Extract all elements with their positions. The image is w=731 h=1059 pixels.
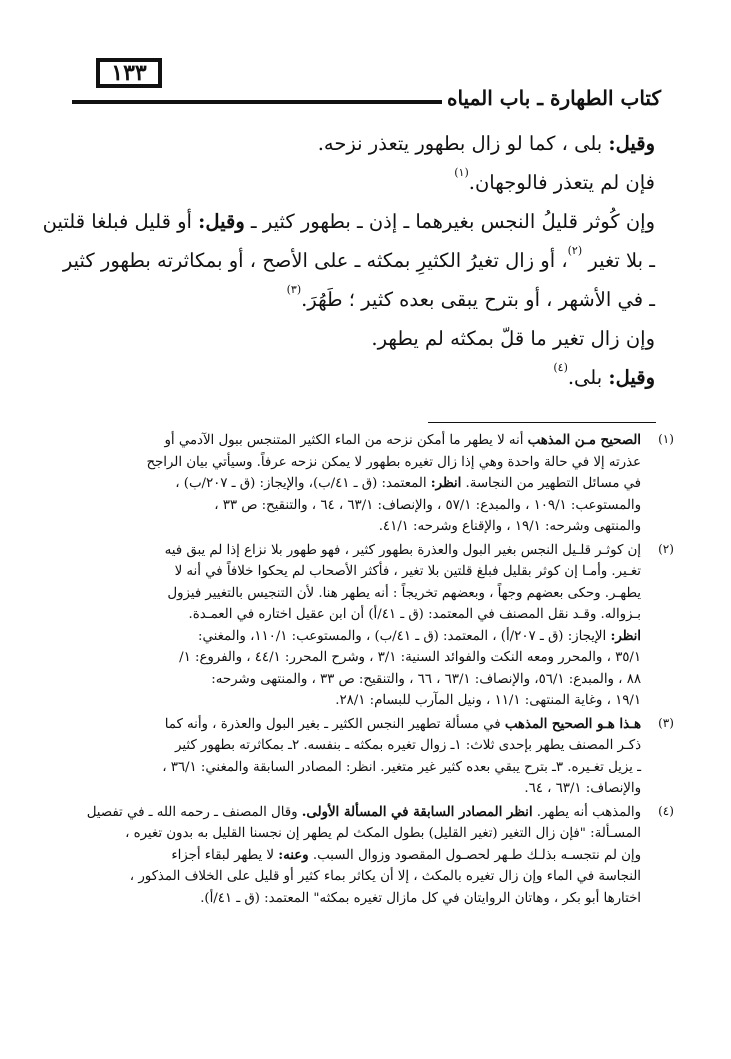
footnote-line [49, 540, 641, 562]
footnote-number: (٢) [658, 541, 674, 556]
footnote-line [49, 647, 641, 669]
body-text: ، أو زال تغيرُ الكثيرِ بمكثه ـ على الأصح ، أو بمكاثرته بطهور كثير [62, 249, 568, 272]
body-line-3 [42, 202, 655, 241]
footnote-text: النجاسة في الماء وإن زال تغيره بالمكث ، إلا أن يكاثر بماء كثير أو قليل على الخلاف المذكور ، [129, 869, 641, 884]
footnote-4 [49, 802, 681, 910]
footnote-text: يطهـر. وحكى بعضهم وجهاً ، وبعضهم تخريجاً : أنه يطهر هنا. لأن التنجيس بالتغيير فيزول [167, 585, 641, 601]
footnote-text: لا يطهر لبقاء أجزاء [171, 847, 279, 863]
footnote-text: ٨٨ ، والمبدع: ٥٦/١، والإنصاف: ٦٣/١ ، ٦٦ ، والتنقيح: ص ٣٣ ، والمنتهى وشرحه: [211, 671, 641, 687]
footnote-line [49, 604, 641, 626]
footnote-text: والإنصاف: ٦٣/١ ، ٦٤. [524, 781, 641, 796]
label-qeel: وقيل: [198, 210, 245, 233]
footnote-bold: انظر: [610, 628, 641, 644]
footnote-text: تغـير. وأمـا إن كوثر بقليل فبلغ قلتين بلا تغير ، فأكثر الأصحاب لم يحكوا خلافاً في أنه لا [174, 564, 641, 579]
footnote-line [49, 888, 641, 910]
footnote-2 [49, 540, 681, 712]
body-line-2 [71, 163, 655, 202]
footnote-text: ٣٥/١ ، والمحرر ومعه النكت والفوائد السنية: ٣/١ ، وشرح المحرر: ٤٤/١ ، والفروع: ١/ [179, 650, 641, 665]
label-qeel: وقيل: [608, 132, 655, 155]
running-title: كتاب الطهارة ـ باب المياه [446, 86, 661, 110]
footnote-text: المسـألة: "فإن زال التغير (تغير القليل) بطول المكث لم يطهر إن نجسنا القليل به بدون تغيره ، [125, 826, 641, 841]
footnote-number: (٤) [658, 803, 674, 818]
footnote-text: اختارها أبو بكر ، وهاتان الروايتان في كل مازال تغيره بمكثه" المعتمد: (ق ـ ٤١/أ). [200, 890, 641, 906]
footnote-ref[interactable]: (٣) [286, 283, 302, 296]
footnote-text: عذرته إلا في حالة واحدة وهي إذا زال تغيره بطهور لا يمكن نزحه عرفاً. وسيأتي بيان الراجح [146, 454, 641, 470]
body-text: بلى ، كما لو زال بطهور يتعذر نزحه. [317, 132, 609, 155]
footnote-line [49, 690, 641, 712]
footnote-line [49, 823, 641, 845]
body-text: فإن لم يتعذر فالوجهان. [468, 171, 655, 194]
footnote-line [49, 452, 641, 474]
footnote-line [49, 473, 641, 495]
footnote-text: في مسألة تطهير النجس الكثير ـ بغير البول والعذرة ، وأنه كما [164, 716, 505, 732]
body-line-1 [71, 124, 655, 163]
body-text: وإن كُوثر قليلُ النجس بغيرهما ـ إذن ـ بطهور كثير ـ [244, 210, 655, 233]
footnote-1 [49, 430, 681, 538]
footnote-bold: انظر: [430, 476, 462, 491]
body-line-5 [71, 280, 655, 319]
footnote-3 [49, 714, 681, 800]
footnote-line [49, 845, 641, 867]
footnote-text: ذكـر المصنف يطهر بإحدى ثلاث: ١ـ زوال تغيره بمكثه ـ بنفسه. ٢ـ بمكاثرته بطهور كثير [174, 738, 641, 753]
footnote-ref[interactable]: (٤) [553, 361, 568, 374]
footnote-line [49, 757, 641, 779]
footnote-line [49, 669, 641, 691]
footnote-ref[interactable]: (٢) [567, 244, 583, 257]
footnotes [49, 430, 681, 911]
body-text: وإن زال تغير ما قلّ بمكثه لم يطهر. [371, 327, 655, 350]
footnote-text: ١٩/١ ، وغاية المنتهى: ١١/١ ، ونيل المآرب للبسام: ٢٨/١. [335, 693, 641, 708]
body-line-7 [71, 358, 655, 397]
footnote-line [49, 516, 641, 538]
footnote-text: والمنتهى وشرحه: ١٩/١ ، والإقناع وشرحه: ٤١/١. [378, 519, 641, 534]
footnote-ref[interactable]: (١) [454, 166, 469, 179]
footnote-number: (١) [658, 432, 674, 446]
page-number: ١٣٣ [111, 60, 147, 86]
footnote-text: أنه لا يطهر ما أمكن نزحه من الماء الكثير المتنجس ببول الآدمي أو [164, 433, 528, 448]
footnote-bold: الصحيح مـن المذهب [527, 433, 641, 448]
body-text: ـ في الأشهر ، أو بترح يبقى بعده كثير ؛ طَهُرَ. [301, 288, 655, 311]
label-qeel: وقيل: [608, 366, 655, 389]
footnote-line [49, 626, 641, 648]
footnote-number: (٣) [658, 715, 674, 730]
footnote-text: في مسائل التطهير من النجاسة. [461, 476, 641, 491]
footnote-line [49, 778, 641, 800]
footnote-separator [428, 422, 656, 423]
body-line-6 [71, 319, 655, 358]
footnote-line [49, 583, 641, 605]
footnote-text: بـزواله. وقـد نقل المصنف في المعتمد: (ق ـ ٤١/أ) أن ابن عقيل اختاره في العمـدة. [188, 607, 641, 622]
body-text: أو قليل فبلغا قلتين [42, 210, 199, 233]
page-number-box [96, 58, 162, 88]
footnote-text: وقال المصنف ـ رحمه الله ـ في تفصيل [86, 804, 302, 820]
footnote-text: الإيجاز: (ق ـ ٢٠٧/أ) ، المعتمد: (ق ـ ٤١/ب) ، والمستوعب: ١١٠/١، والمغني: [198, 628, 611, 644]
footnote-text: إن كوثـر قلـيل النجس بغير البول والعذرة بطهور كثير ، فهو طهور بلا نزاع إذا لم يبق فيه [164, 542, 641, 558]
body-line-4 [62, 241, 655, 280]
footnote-line [49, 495, 641, 517]
header-rule [72, 100, 442, 104]
footnote-line [49, 714, 641, 736]
footnote-line [49, 561, 641, 583]
body-text: بلى. [567, 366, 609, 389]
footnote-text: المعتمد: (ق ـ ٤١/ب)، والإيجاز: (ق ـ ٢٠٧/ب) ، [175, 476, 431, 491]
footnote-text: وإن لم نتجسـه بذلـك طـهر لحصـول المقصود وزوال السبب. [308, 847, 641, 863]
footnote-bold: هـذا هـو الصحيح المذهب [504, 716, 641, 732]
footnote-line [49, 735, 641, 757]
footnote-line [49, 430, 641, 452]
main-text [42, 124, 655, 397]
footnote-bold: وعنه: [278, 847, 309, 863]
footnote-line [49, 802, 641, 824]
footnote-text: ـ يزيل تغـيره. ٣ـ بترح يبقي بعده كثير غير متغير. انظر: المصادر السابقة والمغني: ٣٦/١ ، [162, 759, 641, 775]
footnote-text: والمذهب أنه يطهر. [532, 804, 641, 820]
body-text: ـ بلا تغير [582, 249, 655, 272]
footnote-line [49, 866, 641, 888]
footnote-bold: انظر المصادر السابقة في المسألة الأولى. [301, 804, 533, 820]
footnote-text: والمستوعب: ١٠٩/١ ، والمبدع: ٥٧/١ ، والإنصاف: ٦٣/١ ، ٦٤ ، والتنقيح: ص ٣٣ ، [214, 497, 641, 513]
